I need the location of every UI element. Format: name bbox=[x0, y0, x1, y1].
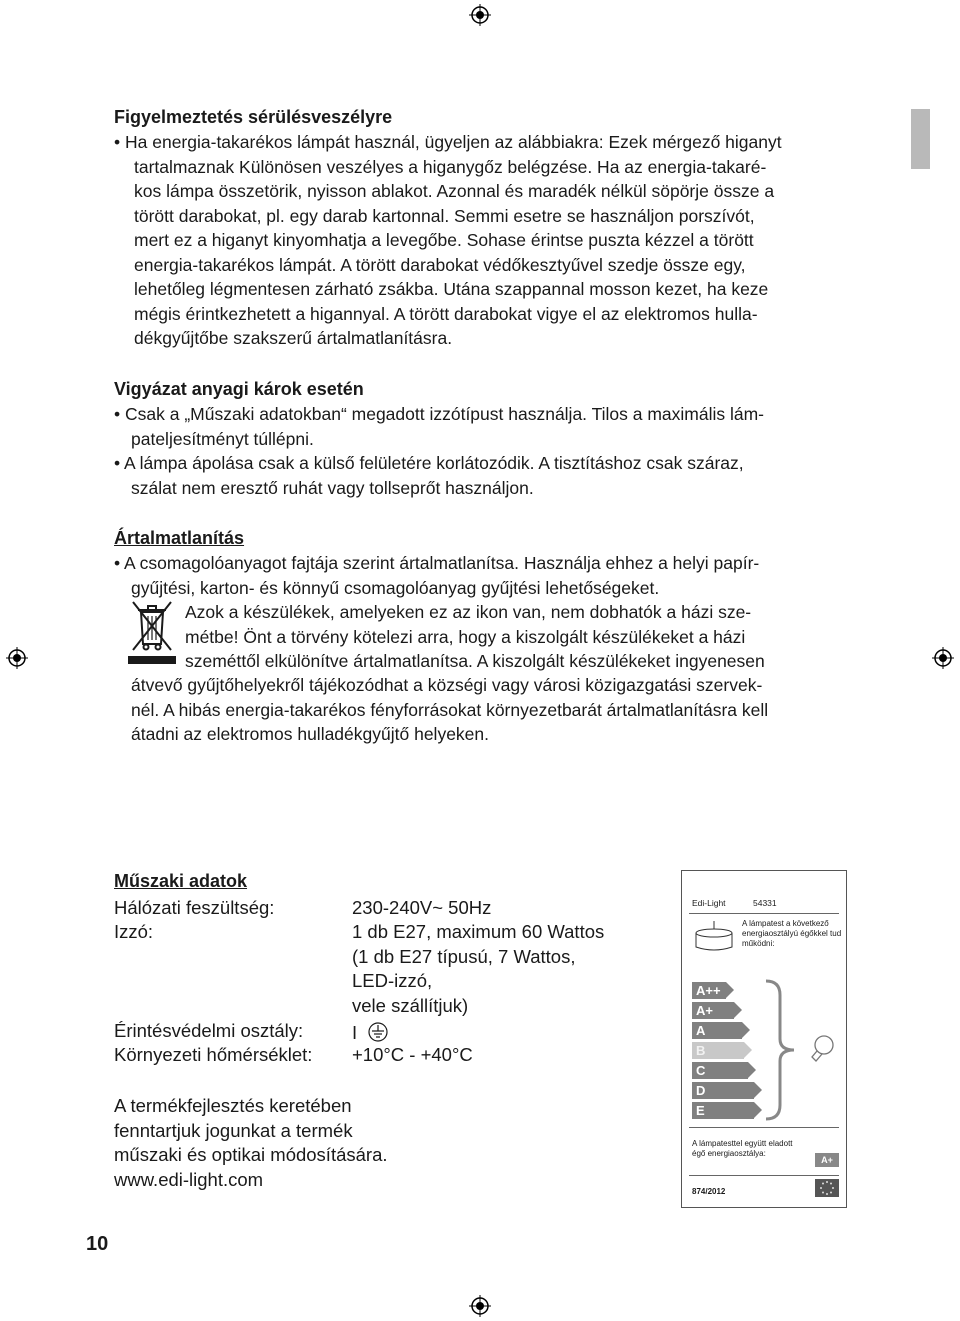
spec-value-temperature: +10°C - +40°C bbox=[352, 1044, 473, 1065]
warning-paragraph bbox=[114, 130, 864, 351]
note-line: A termékfejlesztés keretében bbox=[114, 1095, 352, 1116]
disposal-line: • A csomagolóanyagot fajtája szerint ártalmatlanítsa. Használja ehhez a helyi papír- bbox=[114, 553, 760, 573]
section-title-disposal: Ártalmatlanítás bbox=[114, 528, 245, 548]
note-line: fenntartjuk jogunkat a termék bbox=[114, 1119, 353, 1141]
spec-label-temperature: Környezeti hőmérséklet: bbox=[114, 1044, 313, 1065]
website-text: www.edi-light.com bbox=[114, 1168, 264, 1190]
spec-value-bulb-line: LED-izzó, bbox=[352, 970, 433, 991]
earth-ground-icon bbox=[368, 1022, 388, 1042]
energy-class-bar: D bbox=[692, 1082, 754, 1099]
chapter-tab-marker bbox=[911, 109, 930, 169]
weee-line: métbe! Önt a törvény kötelezi arra, hogy a kiszolgált készülékeket a házi bbox=[185, 626, 746, 647]
energy-label-compatible-text: A lámpatest a következő energiaosztályú égőkkel tud működni: bbox=[742, 919, 842, 948]
weee-line: Azok a készülékek, amelyeken ez az ikon van, nem dobhatók a házi sze- bbox=[185, 602, 752, 622]
damage-line: pateljesítményt túllépni. bbox=[131, 428, 314, 449]
spec-value-bulb-line: 1 db E27, maximum 60 Wattos bbox=[352, 921, 605, 942]
damage-line: • A lámpa ápolása csak a külső felületére korlátozódik. A tisztításhoz csak száraz, bbox=[114, 453, 744, 473]
bullet: • bbox=[114, 132, 125, 152]
disposal-rest-line: átvevő gyűjtőhelyekről tájékozódhat a községi vagy városi közigazgatási szervek- bbox=[131, 675, 763, 695]
energy-label-sold-with-text: A lámpatesttel együtt eladott égő energiaosztálya: bbox=[692, 1139, 793, 1158]
energy-class-bar: E bbox=[692, 1102, 754, 1119]
spec-label-voltage: Hálózati feszültség: bbox=[114, 897, 275, 918]
lightbulb-icon bbox=[806, 1031, 836, 1065]
weee-line: szeméttől elkülönítve ártalmatlanítsa. A kiszolgált készülékeket ingyenesen bbox=[185, 651, 765, 671]
energy-class-bar: A bbox=[692, 1022, 742, 1039]
page-number: 10 bbox=[86, 1233, 109, 1255]
disposal-rest-line: átadni az elektromos hulladékgyűjtő helyeken. bbox=[131, 724, 489, 744]
damage-line: • Csak a „Műszaki adatokban“ megadott izzótípust használja. Tilos a maximális lám- bbox=[114, 404, 765, 424]
bullet: • bbox=[114, 404, 125, 424]
disposal-rest-paragraph bbox=[131, 673, 861, 747]
energy-class-bar: A++ bbox=[692, 982, 726, 999]
warning-line: mert ez a higanyt kinyomhatja a levegőbe. Sohase érintse puszta kézzel a törött bbox=[134, 230, 754, 250]
spec-value-protection bbox=[352, 1019, 382, 1046]
bullet: • bbox=[114, 453, 125, 473]
warning-line: tartalmaznak Különösen veszélyes a higanygőz belégzése. Ha az energia-takaré- bbox=[134, 156, 767, 177]
energy-class-bar: A+ bbox=[692, 1002, 734, 1019]
luminaire-icon bbox=[692, 921, 736, 955]
spec-label-protection: Érintésvédelmi osztály: bbox=[114, 1020, 304, 1041]
warning-line: • Ha energia-takarékos lámpát használ, ügyeljen az alábbiakra: Ezek mérgező higanyt bbox=[114, 132, 782, 152]
spec-value-bulb-line: (1 db E27 típusú, 7 Wattos, bbox=[352, 945, 576, 967]
damage-line: szálat nem eresztő ruhát vagy tollseprőt használjon. bbox=[131, 477, 534, 498]
product-note bbox=[114, 1094, 388, 1192]
warning-line: kos lámpa összetörik, nyisson ablakot. Azonnal és maradék nélkül söpörje össze a bbox=[134, 181, 775, 201]
warning-line: lehetőleg légmentesen zárható zsákba. Utána szappannal mosson kezet, ha keze bbox=[134, 279, 769, 299]
note-line: műszaki és optikai módosítására. bbox=[114, 1144, 388, 1165]
divider bbox=[689, 913, 839, 914]
energy-class-bar: C bbox=[692, 1062, 748, 1079]
eu-flag-icon bbox=[815, 1179, 839, 1197]
divider bbox=[689, 1127, 839, 1128]
weee-paragraph bbox=[185, 600, 865, 674]
bullet: • bbox=[114, 553, 125, 573]
disposal-line: gyűjtési, karton- és könnyű csomagolóanyag gyűjtési lehetőségeket. bbox=[131, 577, 660, 598]
spec-value-bulb-line: vele szállítjuk) bbox=[352, 994, 469, 1016]
spec-value-bulb bbox=[352, 920, 604, 1018]
warning-line: dékgyűjtőbe szakszerű ártalmatlanításra. bbox=[134, 328, 453, 348]
brace-icon bbox=[760, 979, 800, 1121]
energy-label-brand: Edi-Light bbox=[692, 898, 726, 908]
registration-mark-icon bbox=[469, 1295, 491, 1317]
divider bbox=[689, 1175, 839, 1176]
warning-line: törött darabokat, pl. egy darab kartonnal. Semmi esetre se használjon porszívót, bbox=[134, 205, 755, 226]
spec-value-voltage: 230-240V~ 50Hz bbox=[352, 897, 492, 918]
spec-label-bulb: Izzó: bbox=[114, 921, 154, 942]
sold-class-badge: A+ bbox=[815, 1153, 839, 1167]
registration-mark-icon bbox=[469, 4, 491, 26]
warning-line: mégis érintkezhetett a higannyal. A törött darabokat vigye el az elektromos hulla- bbox=[134, 303, 758, 324]
section-title-warning: Figyelmeztetés sérülésveszélyre bbox=[114, 107, 393, 127]
damage-paragraph bbox=[114, 402, 864, 500]
energy-label bbox=[681, 870, 847, 1208]
energy-class-bar: B bbox=[692, 1042, 744, 1059]
specs-title: Műszaki adatok bbox=[114, 871, 248, 891]
section-title-damage: Vigyázat anyagi károk esetén bbox=[114, 379, 364, 399]
protection-class-text: I bbox=[352, 1022, 358, 1043]
warning-line: energia-takarékos lámpát. A törött darabokat védőkesztyűvel szedje össze egy, bbox=[134, 254, 746, 275]
weee-crossed-bin-icon bbox=[128, 598, 176, 666]
energy-label-model: 54331 bbox=[753, 898, 777, 908]
disposal-paragraph bbox=[114, 551, 864, 600]
energy-label-regulation: 874/2012 bbox=[692, 1187, 726, 1196]
registration-mark-icon bbox=[932, 647, 954, 669]
registration-mark-icon bbox=[6, 647, 28, 669]
disposal-rest-line: nél. A hibás energia-takarékos fényforrásokat környezetbarát ártalmatlanításra kell bbox=[131, 699, 769, 720]
